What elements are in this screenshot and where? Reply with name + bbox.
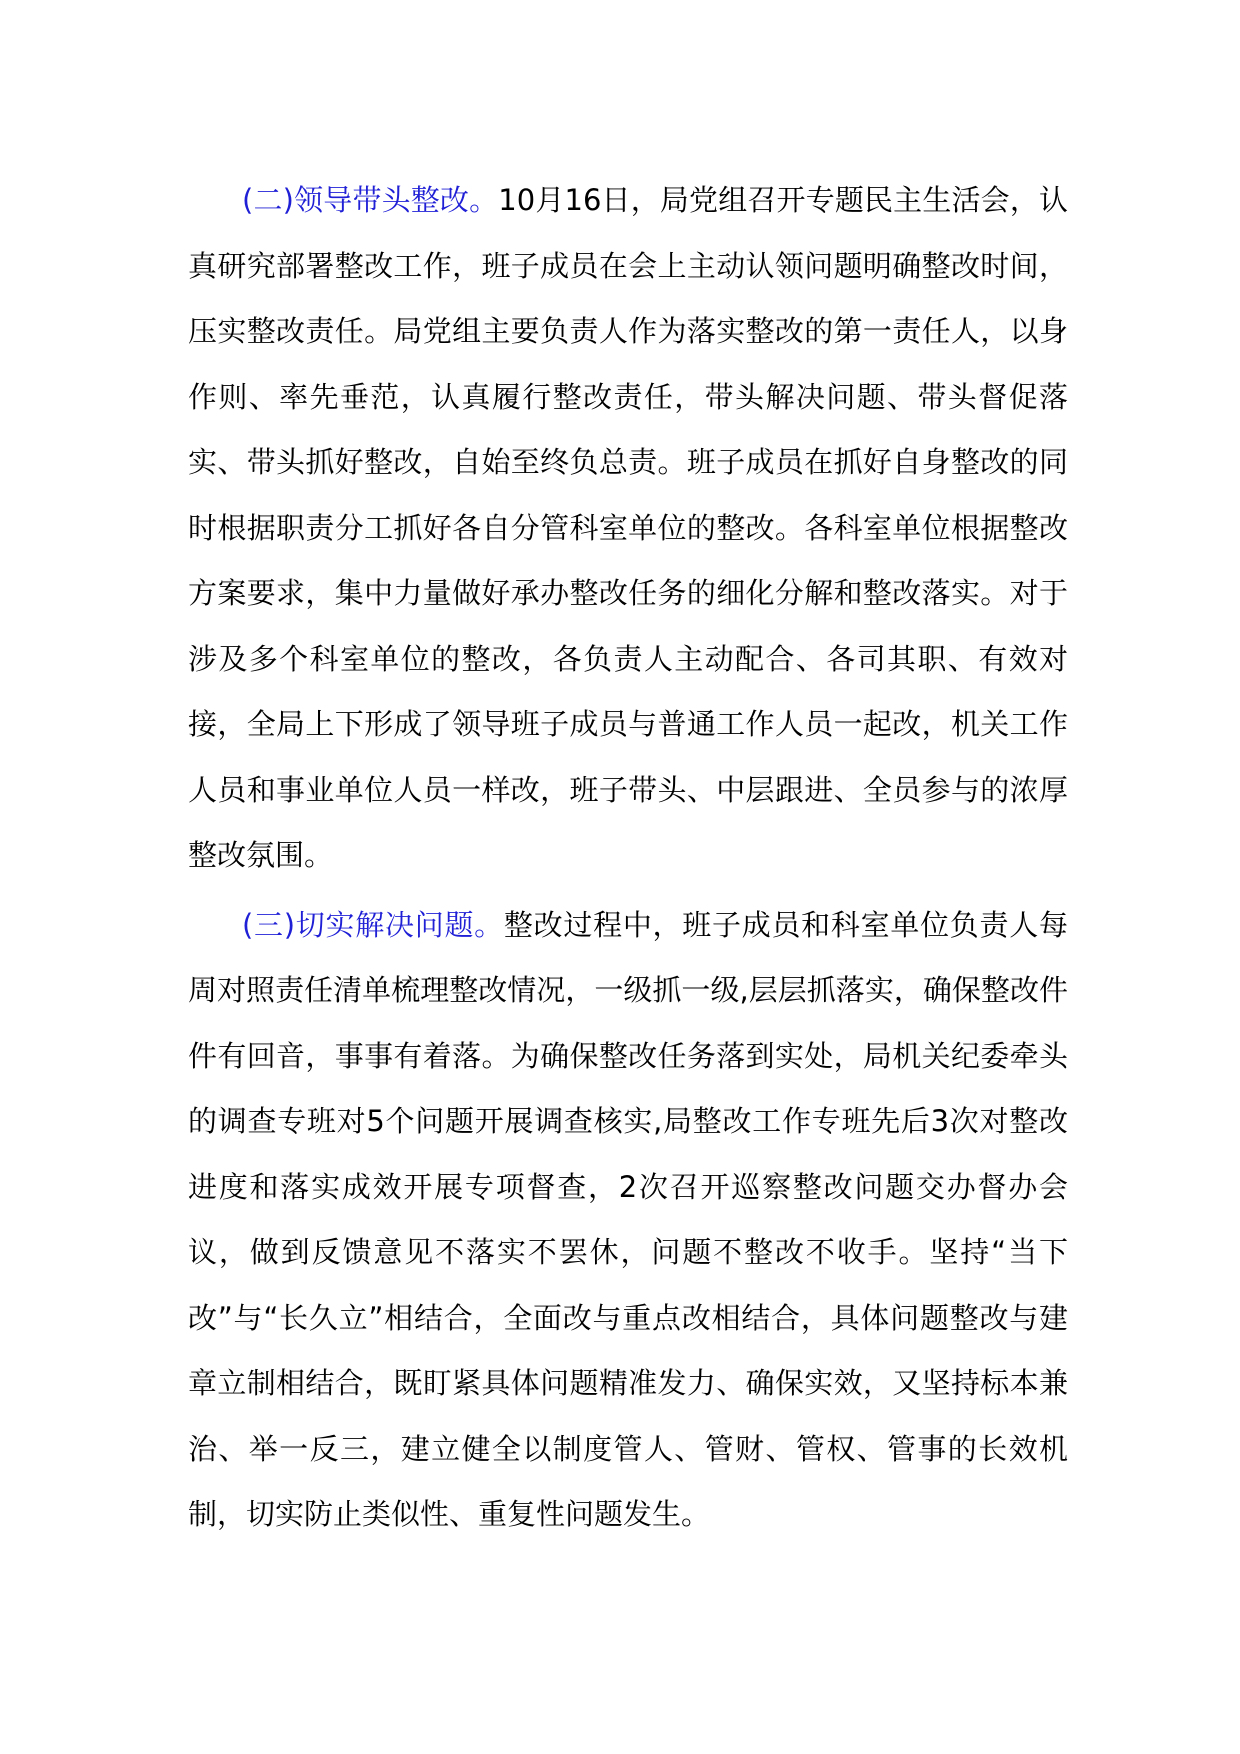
paragraph-heading: (二)领导带头整改。 bbox=[242, 183, 499, 217]
paragraph-text: 整改过程中，班子成员和科室单位负责人每周对照责任清单梳理整改情况，一级抓一级,层层抓落实，确保整改件件有回音，事事有着落。为确保整改任务落到实处，局机关纪委牵头的调查专班对5个问题开展调查核实,局整改工作专班先后3次对整改进度和落实成效开展专项督查，2次召开巡察整改问题交办督办会议，做到反馈意见不落实不罢休，问题不整改不收手。坚持“当下改”与“长久立”相结合，全面改与重点改相结合，具体问题整改与建章立制相结合，既盯紧具体问题精准发力、确保实效，又坚持标本兼治、举一反三，建立健全以制度管人、管财、管权、管事的长效机制，切实防止类似性、重复性问题发生。 bbox=[188, 907, 1068, 1531]
paragraph-solve-problems bbox=[188, 893, 1068, 1548]
document-body bbox=[188, 168, 1068, 1552]
paragraph-heading: (三)切实解决问题。 bbox=[242, 907, 504, 942]
paragraph-leadership-rectification bbox=[188, 168, 1068, 889]
paragraph-text: 10月16日，局党组召开专题民主生活会，认真研究部署整改工作，班子成员在会上主动认领问题明确整改时间，压实整改责任。局党组主要负责人作为落实整改的第一责任人，以身作则、率先垂范，认真履行整改责任，带头解决问题、带头督促落实、带头抓好整改，自始至终负总责。班子成员在抓好自身整改的同时根据职责分工抓好各自分管科室单位的整改。各科室单位根据整改方案要求，集中力量做好承办整改任务的细化分解和整改落实。对于涉及多个科室单位的整改，各负责人主动配合、各司其职、有效对接，全局上下形成了领导班子成员与普通工作人员一起改，机关工作人员和事业单位人员一样改，班子带头、中层跟进、全员参与的浓厚整改氛围。 bbox=[188, 183, 1068, 872]
